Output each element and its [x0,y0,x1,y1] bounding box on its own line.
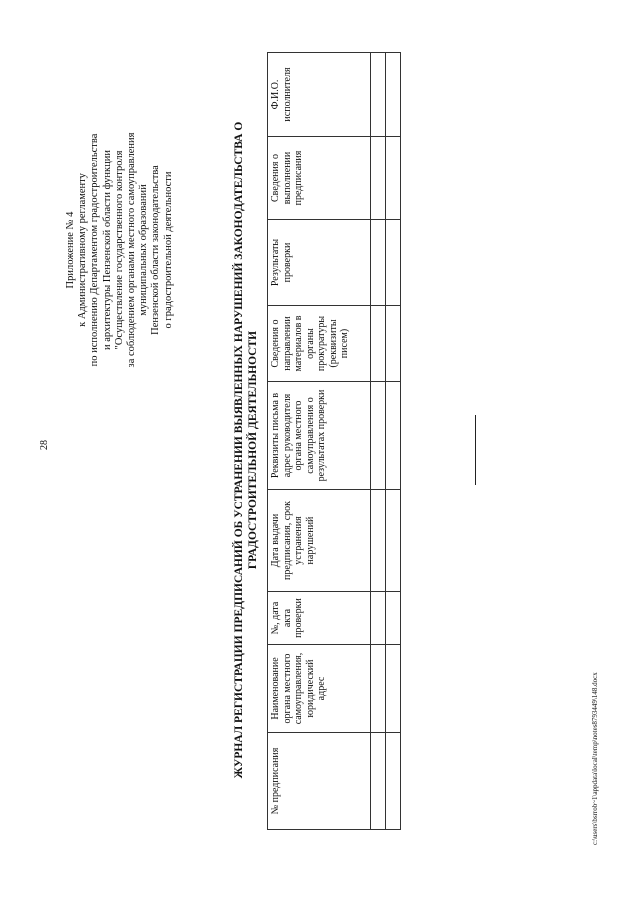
table-cell [386,592,401,645]
table-cell [386,490,401,592]
table-cell [371,490,386,592]
journal-title [232,50,260,850]
column-header: Результаты проверки [268,220,371,306]
table-cell [386,733,401,830]
table-cell [371,645,386,733]
table-cell [371,137,386,220]
column-header: Наименование органа местного самоуправления, юридический адрес [268,645,371,733]
register-table [267,52,401,830]
page-number: 28 [39,440,50,450]
table-cell [371,53,386,137]
table-cell [371,220,386,306]
column-header: Ф.И.О. исполнителя [268,53,371,137]
appendix-line: и архитектуры Пензенской области функции [101,150,113,350]
column-header: Сведения о направлении материалов в органы прокуратуры (реквизиты писем) [268,306,371,382]
table-row [371,53,386,830]
table-cell [371,306,386,382]
file-path-footer: c:\users\bsrrob~1\appdata\local\temp\notes8793449\148.docx [591,672,599,845]
table-cell [386,382,401,490]
journal-title-line-2: ГРАДОСТРОИТЕЛЬНОЙ ДЕЯТЕЛЬНОСТИ [247,330,259,570]
appendix-line: муниципальных образований [138,184,150,316]
table-cell [386,220,401,306]
appendix-note [65,60,175,440]
column-header: №, дата акта проверки [268,592,371,645]
table-cell [386,137,401,220]
table-cell [386,53,401,137]
appendix-line: Пензенской области законодательства [150,165,162,335]
column-header: Реквизиты письма в адрес руководителя органа местного самоуправления о результатах проверки [268,382,371,490]
table-cell [371,382,386,490]
appendix-line: к Административному регламенту [77,173,89,327]
journal-title-line-1: ЖУРНАЛ РЕГИСТРАЦИИ ПРЕДПИСАНИЙ ОБ УСТРАНЕНИИ ВЫЯВЛЕННЫХ НАРУШЕНИЙ ЗАКОНОДАТЕЛЬСТВА О [233,121,245,779]
appendix-line: за соблюдением органами местного самоуправления [126,132,138,368]
appendix-line: Приложение № 4 [65,211,76,289]
appendix-line: "Осуществление государственного контроля [113,150,125,350]
table-cell [371,733,386,830]
table-cell [386,645,401,733]
column-header: № предписания [268,733,371,830]
appendix-line: о градостроительной деятельности [162,171,174,329]
column-header: Дата выдачи предписания, срок устранения нарушений [268,490,371,592]
table-row [386,53,401,830]
table-cell [386,306,401,382]
table-header-row [268,53,371,830]
appendix-line: по исполнению Департаментом градостроительства [89,133,101,367]
column-header: Сведения о выполнении предписания [268,137,371,220]
separator-rule [475,415,476,485]
rotated-page-content [57,50,467,850]
table-cell [371,592,386,645]
